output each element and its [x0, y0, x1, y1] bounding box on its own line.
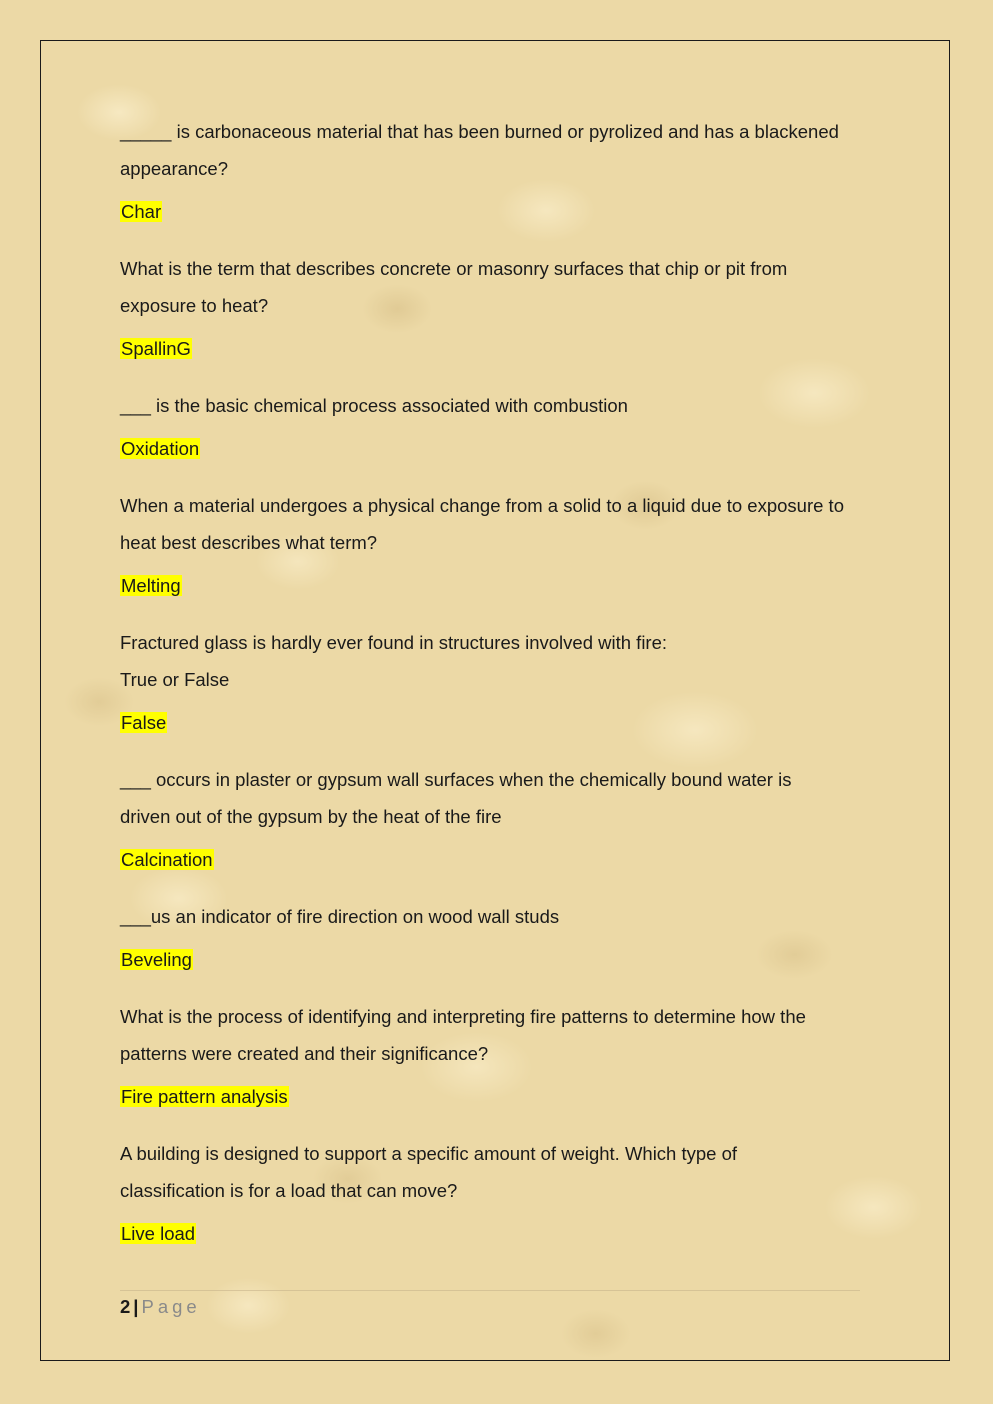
answer-highlight: [120, 948, 880, 972]
qa-item: [120, 487, 880, 598]
question-text: _____ is carbonaceous material that has been burned or pyrolized and has a blackened appearance?: [120, 121, 839, 179]
page-label: Page: [141, 1296, 201, 1317]
answer-text: Live load: [121, 1223, 196, 1244]
answer-highlight: [120, 848, 880, 872]
question-text: ___ occurs in plaster or gypsum wall surfaces when the chemically bound water is driven out of the gypsum by the heat of the fire: [120, 769, 792, 827]
qa-item: [120, 624, 880, 735]
answer-text: Melting: [121, 575, 181, 596]
page-number: 2: [120, 1296, 131, 1317]
question-text: Fractured glass is hardly ever found in structures involved with fire: True or False: [120, 632, 668, 690]
answer-text: Calcination: [121, 849, 213, 870]
question-text: A building is designed to support a specific amount of weight. Which type of classification is for a load that can move?: [120, 1143, 738, 1201]
footer-separator: |: [133, 1296, 139, 1317]
answer-highlight: [120, 200, 880, 224]
answer-highlight: [120, 1085, 880, 1109]
qa-item: [120, 998, 880, 1109]
question-text: What is the process of identifying and interpreting fire patterns to determine how the patterns were created and their significance?: [120, 1006, 806, 1064]
answer-highlight: [120, 437, 880, 461]
answer-text: False: [121, 712, 167, 733]
qa-item: [120, 761, 880, 872]
answer-highlight: [120, 574, 880, 598]
qa-item: [120, 898, 880, 972]
qa-item: [120, 113, 880, 224]
document-body: [120, 113, 880, 1272]
question-text: ___ is the basic chemical process associated with combustion: [120, 395, 628, 416]
qa-item: [120, 250, 880, 361]
answer-text: Char: [121, 201, 162, 222]
answer-text: Fire pattern analysis: [121, 1086, 288, 1107]
qa-item: [120, 1135, 880, 1246]
question-text: What is the term that describes concrete or masonry surfaces that chip or pit from exposure to heat?: [120, 258, 788, 316]
question-text: ___us an indicator of fire direction on wood wall studs: [120, 906, 560, 927]
qa-item: [120, 387, 880, 461]
answer-highlight: [120, 1222, 880, 1246]
answer-text: Oxidation: [121, 438, 200, 459]
answer-text: Beveling: [121, 949, 192, 970]
answer-text: SpallinG: [121, 338, 191, 359]
question-text: When a material undergoes a physical change from a solid to a liquid due to exposure to heat best describes what term?: [120, 495, 844, 553]
answer-highlight: [120, 711, 880, 735]
answer-highlight: [120, 337, 880, 361]
page-footer: [120, 1290, 860, 1319]
